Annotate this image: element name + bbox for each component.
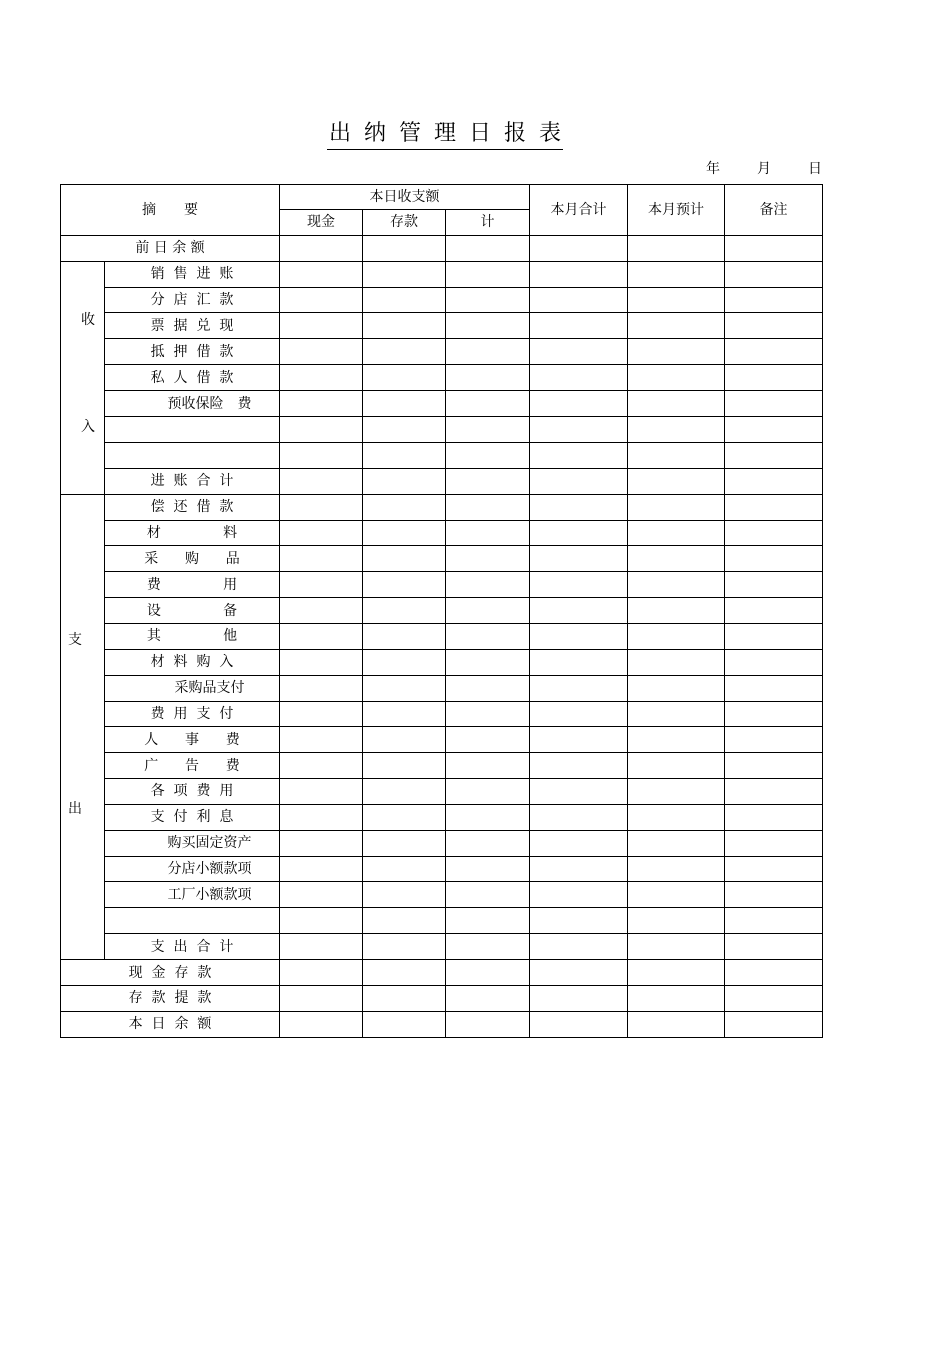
cell-total[interactable] <box>446 417 530 443</box>
cell-total[interactable] <box>446 675 530 701</box>
header-remarks: 备注 <box>725 185 823 236</box>
footer-row-label: 本 日 余 额 <box>61 1011 280 1037</box>
footer-row <box>61 1011 823 1037</box>
cell-remarks[interactable] <box>725 727 823 753</box>
header-today-amount: 本日收支额 <box>280 185 530 210</box>
cell-month-forecast[interactable] <box>628 856 725 882</box>
cell-remarks[interactable] <box>725 287 823 313</box>
expense-item-label: 广 告 费 <box>105 753 280 779</box>
income-item-label: 分 店 汇 款 <box>105 287 280 313</box>
cell-total[interactable] <box>446 235 530 261</box>
expense-row <box>61 753 823 779</box>
cell-cash[interactable] <box>280 598 363 624</box>
cell-month-total[interactable] <box>530 882 628 908</box>
cell-month-forecast[interactable] <box>628 261 725 287</box>
expense-row <box>61 830 823 856</box>
income-label-bottom: 入 <box>81 418 95 435</box>
cell-total[interactable] <box>446 598 530 624</box>
cell-total[interactable] <box>446 934 530 960</box>
cell-month-forecast[interactable] <box>628 442 725 468</box>
cell-cash[interactable] <box>280 261 363 287</box>
cell-remarks[interactable] <box>725 985 823 1011</box>
header-deposit: 存款 <box>363 210 446 236</box>
expense-item-label: 其 他 <box>105 624 280 650</box>
expense-item-label: 采 购 品 <box>105 546 280 572</box>
cell-month-forecast[interactable] <box>628 494 725 520</box>
cell-deposit[interactable] <box>363 624 446 650</box>
cell-month-forecast[interactable] <box>628 365 725 391</box>
cell-month-total[interactable] <box>530 261 628 287</box>
cell-remarks[interactable] <box>725 624 823 650</box>
cell-total[interactable] <box>446 313 530 339</box>
income-item-label: 票 据 兑 现 <box>105 313 280 339</box>
cell-remarks[interactable] <box>725 779 823 805</box>
expense-item-label: 支 付 利 息 <box>105 804 280 830</box>
cell-remarks[interactable] <box>725 804 823 830</box>
cell-deposit[interactable] <box>363 779 446 805</box>
cell-month-forecast[interactable] <box>628 882 725 908</box>
footer-row <box>61 985 823 1011</box>
cell-deposit[interactable] <box>363 701 446 727</box>
cell-cash[interactable] <box>280 520 363 546</box>
cell-remarks[interactable] <box>725 235 823 261</box>
cell-cash[interactable] <box>280 804 363 830</box>
cell-deposit[interactable] <box>363 261 446 287</box>
cell-cash[interactable] <box>280 365 363 391</box>
cell-month-total[interactable] <box>530 624 628 650</box>
cell-cash[interactable] <box>280 442 363 468</box>
cell-month-forecast[interactable] <box>628 1011 725 1037</box>
cell-deposit[interactable] <box>363 494 446 520</box>
cell-total[interactable] <box>446 442 530 468</box>
income-label-top: 收 <box>81 311 95 328</box>
cell-month-forecast[interactable] <box>628 934 725 960</box>
cell-remarks[interactable] <box>725 701 823 727</box>
header-cash: 现金 <box>280 210 363 236</box>
expense-row <box>61 804 823 830</box>
cell-cash[interactable] <box>280 882 363 908</box>
cell-cash[interactable] <box>280 908 363 934</box>
cell-remarks[interactable] <box>725 934 823 960</box>
cell-remarks[interactable] <box>725 546 823 572</box>
expense-row <box>61 727 823 753</box>
cell-cash[interactable] <box>280 1011 363 1037</box>
cell-deposit[interactable] <box>363 856 446 882</box>
cell-deposit[interactable] <box>363 934 446 960</box>
cell-total[interactable] <box>446 830 530 856</box>
cell-month-total[interactable] <box>530 856 628 882</box>
cell-month-total[interactable] <box>530 442 628 468</box>
cell-cash[interactable] <box>280 494 363 520</box>
cell-cash[interactable] <box>280 934 363 960</box>
cell-month-forecast[interactable] <box>628 753 725 779</box>
header-month-forecast: 本月预计 <box>628 185 725 236</box>
header-total: 计 <box>446 210 530 236</box>
income-item-label: 抵 押 借 款 <box>105 339 280 365</box>
header-row-1 <box>61 185 823 210</box>
income-row <box>61 339 823 365</box>
cell-cash[interactable] <box>280 779 363 805</box>
cell-remarks[interactable] <box>725 908 823 934</box>
cell-month-total[interactable] <box>530 235 628 261</box>
expense-row <box>61 908 823 934</box>
expense-item-label: 材 料 <box>105 520 280 546</box>
cell-total[interactable] <box>446 1011 530 1037</box>
footer-row-label: 现 金 存 款 <box>61 960 280 986</box>
income-row <box>61 365 823 391</box>
cell-month-forecast[interactable] <box>628 417 725 443</box>
cell-month-total[interactable] <box>530 753 628 779</box>
income-side-label <box>61 261 105 494</box>
cell-month-total[interactable] <box>530 830 628 856</box>
income-item-label <box>105 442 280 468</box>
cell-cash[interactable] <box>280 856 363 882</box>
cell-cash[interactable] <box>280 649 363 675</box>
cell-cash[interactable] <box>280 468 363 494</box>
income-row <box>61 442 823 468</box>
expense-item-label: 工厂小额款项 <box>105 882 280 908</box>
cashier-daily-report-table <box>60 184 823 1038</box>
cell-remarks[interactable] <box>725 830 823 856</box>
cell-cash[interactable] <box>280 339 363 365</box>
expense-row <box>61 882 823 908</box>
cell-deposit[interactable] <box>363 339 446 365</box>
cell-remarks[interactable] <box>725 649 823 675</box>
expense-row <box>61 520 823 546</box>
income-item-label: 进 账 合 计 <box>105 468 280 494</box>
cell-cash[interactable] <box>280 701 363 727</box>
expense-item-label: 费 用 <box>105 572 280 598</box>
cell-month-total[interactable] <box>530 649 628 675</box>
page-title <box>0 116 890 150</box>
prev-balance-label: 前 日 余 额 <box>61 235 280 261</box>
cell-remarks[interactable] <box>725 856 823 882</box>
cell-cash[interactable] <box>280 675 363 701</box>
cell-deposit[interactable] <box>363 649 446 675</box>
income-row <box>61 287 823 313</box>
date-day: 日 <box>808 161 822 177</box>
cell-cash[interactable] <box>280 313 363 339</box>
cell-remarks[interactable] <box>725 753 823 779</box>
expense-item-label: 分店小额款项 <box>105 856 280 882</box>
income-row <box>61 468 823 494</box>
income-row <box>61 391 823 417</box>
cell-deposit[interactable] <box>363 572 446 598</box>
expense-row <box>61 494 823 520</box>
cell-deposit[interactable] <box>363 830 446 856</box>
cell-deposit[interactable] <box>363 960 446 986</box>
cell-total[interactable] <box>446 365 530 391</box>
cell-deposit[interactable] <box>363 391 446 417</box>
cell-total[interactable] <box>446 624 530 650</box>
cell-total[interactable] <box>446 856 530 882</box>
cell-month-total[interactable] <box>530 960 628 986</box>
cell-deposit[interactable] <box>363 804 446 830</box>
expense-row <box>61 856 823 882</box>
income-item-label: 预收保险 费 <box>105 391 280 417</box>
cell-remarks[interactable] <box>725 598 823 624</box>
cell-month-forecast[interactable] <box>628 830 725 856</box>
income-item-label <box>105 417 280 443</box>
expense-row <box>61 934 823 960</box>
cell-month-forecast[interactable] <box>628 339 725 365</box>
cell-month-forecast[interactable] <box>628 468 725 494</box>
cell-month-forecast[interactable] <box>628 649 725 675</box>
cell-remarks[interactable] <box>725 882 823 908</box>
cell-remarks[interactable] <box>725 675 823 701</box>
cell-month-forecast[interactable] <box>628 985 725 1011</box>
cell-month-total[interactable] <box>530 908 628 934</box>
cell-deposit[interactable] <box>363 313 446 339</box>
cell-month-total[interactable] <box>530 494 628 520</box>
cell-month-forecast[interactable] <box>628 520 725 546</box>
income-row <box>61 313 823 339</box>
cell-cash[interactable] <box>280 753 363 779</box>
expense-item-label: 费 用 支 付 <box>105 701 280 727</box>
cell-cash[interactable] <box>280 287 363 313</box>
expense-row <box>61 572 823 598</box>
date-month: 月 <box>757 161 771 177</box>
cell-remarks[interactable] <box>725 417 823 443</box>
cell-month-total[interactable] <box>530 572 628 598</box>
expense-side-label <box>61 494 105 959</box>
cell-remarks[interactable] <box>725 313 823 339</box>
cell-cash[interactable] <box>280 235 363 261</box>
expense-item-label: 购买固定资产 <box>105 830 280 856</box>
cell-month-total[interactable] <box>530 520 628 546</box>
cell-month-total[interactable] <box>530 598 628 624</box>
cell-month-total[interactable] <box>530 365 628 391</box>
cell-deposit[interactable] <box>363 675 446 701</box>
expense-item-label: 各 项 费 用 <box>105 779 280 805</box>
expense-row <box>61 701 823 727</box>
title-text: 出 纳 管 理 日 报 表 <box>327 116 563 150</box>
expense-row <box>61 779 823 805</box>
cell-cash[interactable] <box>280 624 363 650</box>
header-month-total: 本月合计 <box>530 185 628 236</box>
cell-total[interactable] <box>446 520 530 546</box>
cell-total[interactable] <box>446 882 530 908</box>
cell-remarks[interactable] <box>725 468 823 494</box>
cell-month-total[interactable] <box>530 313 628 339</box>
cell-deposit[interactable] <box>363 417 446 443</box>
expense-row <box>61 675 823 701</box>
cell-deposit[interactable] <box>363 1011 446 1037</box>
income-item-label: 私 人 借 款 <box>105 365 280 391</box>
cell-month-forecast[interactable] <box>628 391 725 417</box>
cell-remarks[interactable] <box>725 391 823 417</box>
cell-month-forecast[interactable] <box>628 804 725 830</box>
cell-total[interactable] <box>446 779 530 805</box>
cell-remarks[interactable] <box>725 442 823 468</box>
cell-cash[interactable] <box>280 572 363 598</box>
cell-month-total[interactable] <box>530 727 628 753</box>
header-summary: 摘 要 <box>61 185 280 236</box>
cell-month-total[interactable] <box>530 675 628 701</box>
cell-month-total[interactable] <box>530 546 628 572</box>
cell-total[interactable] <box>446 649 530 675</box>
cell-total[interactable] <box>446 261 530 287</box>
cell-deposit[interactable] <box>363 365 446 391</box>
cell-remarks[interactable] <box>725 572 823 598</box>
cell-deposit[interactable] <box>363 287 446 313</box>
cell-deposit[interactable] <box>363 908 446 934</box>
cell-remarks[interactable] <box>725 339 823 365</box>
cell-total[interactable] <box>446 727 530 753</box>
expense-item-label: 设 备 <box>105 598 280 624</box>
expense-item-label: 材 料 购 入 <box>105 649 280 675</box>
expense-item-label <box>105 908 280 934</box>
cell-month-forecast[interactable] <box>628 313 725 339</box>
expense-label-top: 支 <box>68 631 82 648</box>
expense-item-label: 支 出 合 计 <box>105 934 280 960</box>
cell-deposit[interactable] <box>363 442 446 468</box>
cell-deposit[interactable] <box>363 598 446 624</box>
cell-month-total[interactable] <box>530 287 628 313</box>
cell-month-forecast[interactable] <box>628 779 725 805</box>
cell-month-total[interactable] <box>530 934 628 960</box>
prev-balance-row <box>61 235 823 261</box>
cell-deposit[interactable] <box>363 520 446 546</box>
cell-remarks[interactable] <box>725 494 823 520</box>
cell-deposit[interactable] <box>363 727 446 753</box>
cell-month-total[interactable] <box>530 339 628 365</box>
expense-item-label: 采购品支付 <box>105 675 280 701</box>
cell-total[interactable] <box>446 804 530 830</box>
expense-row <box>61 598 823 624</box>
cell-month-forecast[interactable] <box>628 235 725 261</box>
cell-total[interactable] <box>446 572 530 598</box>
cell-deposit[interactable] <box>363 985 446 1011</box>
footer-row-label: 存 款 提 款 <box>61 985 280 1011</box>
expense-item-label: 人 事 费 <box>105 727 280 753</box>
cell-deposit[interactable] <box>363 235 446 261</box>
cell-month-forecast[interactable] <box>628 908 725 934</box>
cell-deposit[interactable] <box>363 468 446 494</box>
cell-total[interactable] <box>446 908 530 934</box>
cell-month-forecast[interactable] <box>628 546 725 572</box>
cell-cash[interactable] <box>280 985 363 1011</box>
income-row <box>61 261 823 287</box>
cell-total[interactable] <box>446 287 530 313</box>
income-row <box>61 417 823 443</box>
cell-month-total[interactable] <box>530 468 628 494</box>
cell-total[interactable] <box>446 985 530 1011</box>
cell-total[interactable] <box>446 468 530 494</box>
cell-month-forecast[interactable] <box>628 624 725 650</box>
cell-total[interactable] <box>446 960 530 986</box>
cell-total[interactable] <box>446 494 530 520</box>
cell-month-forecast[interactable] <box>628 701 725 727</box>
cell-remarks[interactable] <box>725 960 823 986</box>
cell-remarks[interactable] <box>725 520 823 546</box>
cell-month-total[interactable] <box>530 804 628 830</box>
expense-row <box>61 546 823 572</box>
cell-deposit[interactable] <box>363 753 446 779</box>
footer-row <box>61 960 823 986</box>
date-year: 年 <box>706 161 720 177</box>
cell-total[interactable] <box>446 339 530 365</box>
expense-row <box>61 624 823 650</box>
cell-total[interactable] <box>446 391 530 417</box>
cell-total[interactable] <box>446 701 530 727</box>
cell-remarks[interactable] <box>725 261 823 287</box>
cell-month-forecast[interactable] <box>628 572 725 598</box>
cell-month-forecast[interactable] <box>628 287 725 313</box>
expense-row <box>61 649 823 675</box>
cell-cash[interactable] <box>280 727 363 753</box>
cell-total[interactable] <box>446 753 530 779</box>
cell-month-total[interactable] <box>530 417 628 443</box>
cell-total[interactable] <box>446 546 530 572</box>
cell-month-forecast[interactable] <box>628 675 725 701</box>
income-item-label: 销 售 进 账 <box>105 261 280 287</box>
cell-cash[interactable] <box>280 546 363 572</box>
cell-deposit[interactable] <box>363 546 446 572</box>
cell-remarks[interactable] <box>725 365 823 391</box>
cell-month-total[interactable] <box>530 391 628 417</box>
cell-month-forecast[interactable] <box>628 727 725 753</box>
cell-cash[interactable] <box>280 391 363 417</box>
cell-month-total[interactable] <box>530 985 628 1011</box>
cell-month-forecast[interactable] <box>628 960 725 986</box>
expense-label-bottom: 出 <box>68 800 82 817</box>
cell-remarks[interactable] <box>725 1011 823 1037</box>
cell-month-total[interactable] <box>530 779 628 805</box>
cell-month-total[interactable] <box>530 701 628 727</box>
cell-cash[interactable] <box>280 960 363 986</box>
cell-month-forecast[interactable] <box>628 598 725 624</box>
expense-item-label: 偿 还 借 款 <box>105 494 280 520</box>
cell-deposit[interactable] <box>363 882 446 908</box>
cell-month-total[interactable] <box>530 1011 628 1037</box>
cell-cash[interactable] <box>280 417 363 443</box>
cell-cash[interactable] <box>280 830 363 856</box>
